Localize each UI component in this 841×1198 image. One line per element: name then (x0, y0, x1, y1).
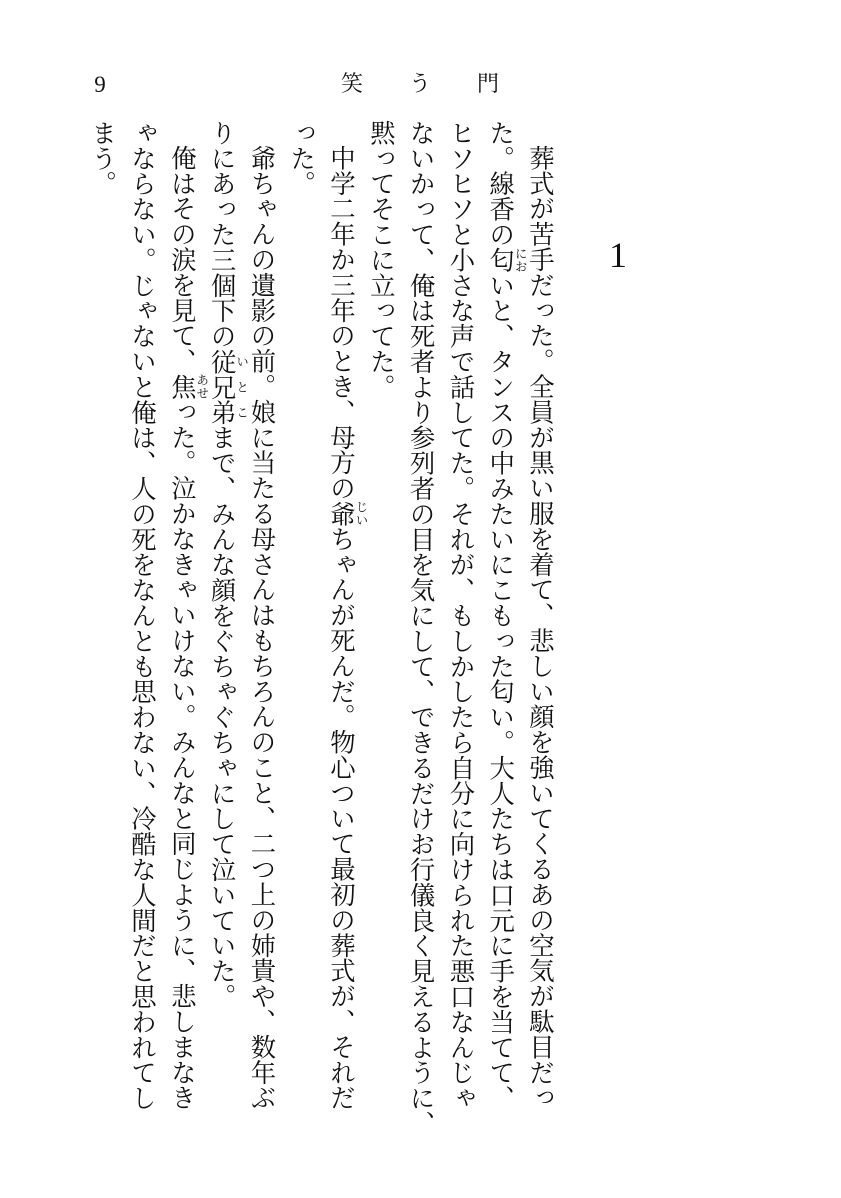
text-run: りにあった三個下の (207, 120, 236, 349)
text-run: った。泣かなきゃいけない。みんなと同じように、悲しまなき (167, 399, 196, 1111)
chapter-number: 1 (609, 235, 627, 275)
ruby-base: 焦 (167, 374, 196, 400)
ruby-base: 匂 (486, 247, 515, 273)
text-line (311, 120, 371, 1111)
furigana: いとこ (234, 348, 249, 425)
text-line (112, 120, 172, 1111)
text-line (72, 120, 132, 196)
text-run: 黙ってそこに立ってた。 (366, 120, 395, 400)
running-title: 笑う門 (341, 71, 546, 96)
text-run: 爺ちゃんの遺影の前。娘に当たる母さんはもちろんのこと、二つ上の姉貴や、数年ぶ (247, 145, 276, 1111)
page-number: 9 (94, 72, 106, 97)
text-run: まで、みんな顔をぐちゃぐちゃにして泣いていた。 (207, 424, 236, 1010)
furigana: あせ (194, 374, 209, 400)
text-run: 葬式が苦手だった。全員が黒い服を着て、悲しい顔を強いてくるあの空気が駄目だっ (526, 145, 554, 1111)
text-run: ちゃんが死んだ。物心ついて最初の葬式が、それだ (327, 526, 355, 1111)
text-run: た。線香の (486, 120, 515, 247)
text-run: った。 (287, 120, 316, 197)
ruby-base: 従兄弟 (207, 348, 236, 425)
ruby-base: 爺 (327, 501, 355, 527)
text-run: ヒソヒソと小さな声で話してた。それが、もしかしたら自分に向けられた悪口なんじゃ (446, 120, 475, 1111)
furigana: にお (513, 247, 528, 273)
text-run: ゃならない。じゃないと俺は、人の死をなんとも思わない、冷酷な人間だと思われてし (128, 120, 156, 1111)
text-run: ないかって、俺は死者より参列者の目を気にして、できるだけお行儀良く見えるように、 (406, 120, 435, 1136)
text-run: いと、タンスの中みたいにこもった匂い。大人たちは口元に手を当てて、 (486, 272, 515, 1111)
text-run: まう。 (88, 120, 117, 197)
text-run: 中学二年か三年のとき、母方の (327, 145, 355, 501)
furigana: じい (354, 501, 368, 527)
text-run: 俺はその涙を見て、 (167, 145, 196, 374)
ruby-word (327, 501, 368, 527)
